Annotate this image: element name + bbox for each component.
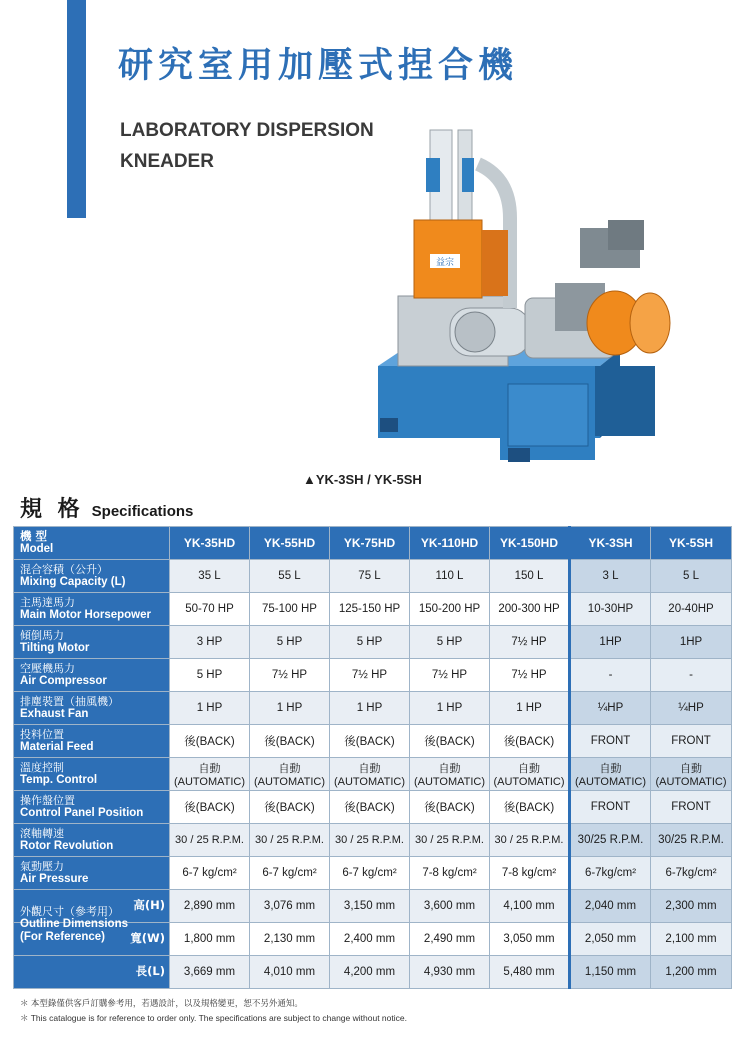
table-cell: 75-100 HP (250, 593, 330, 626)
footnote-en: ＊ This catalogue is for reference to order only. The specifications are subject to change without notice. (20, 1013, 407, 1023)
table-cell: - (651, 659, 732, 692)
row-label-cn: 空壓機馬力 (20, 662, 75, 675)
row-label (14, 824, 170, 857)
dims-sub-label: 長(L) (135, 964, 165, 978)
table-row (14, 692, 732, 725)
table-cell: 5 L (651, 560, 732, 593)
table-cell: 2,100 mm (651, 923, 732, 956)
row-label-en: Tilting Motor (20, 642, 90, 654)
table-cell: 5 HP (410, 626, 490, 659)
table-cell: 55 L (250, 560, 330, 593)
dims-label-note: (For Reference) (20, 931, 105, 943)
table-cell: FRONT (651, 791, 732, 824)
row-label-en: Material Feed (20, 741, 94, 753)
table-cell: 7-8 kg/cm² (410, 857, 490, 890)
model-header: YK-3SH (570, 527, 651, 560)
row-label-cn: 混合容積（公升） (20, 563, 108, 576)
table-cell: 30/25 R.P.M. (651, 824, 732, 857)
table-cell: 35 L (170, 560, 250, 593)
table-cell: 1,200 mm (651, 956, 732, 989)
table-cell: 7½ HP (250, 659, 330, 692)
table-cell: 3,669 mm (170, 956, 250, 989)
row-label-cn: 主馬達馬力 (20, 596, 75, 609)
row-label-cn: 溫度控制 (20, 761, 64, 774)
table-cell: 後(BACK) (170, 725, 250, 758)
table-cell: 後(BACK) (490, 791, 570, 824)
table-cell: 自動 (AUTOMATIC) (250, 758, 330, 791)
row-label-cn: 滾軸轉速 (20, 827, 64, 840)
table-row (14, 560, 732, 593)
dims-sub-label: 高(H) (133, 898, 165, 912)
table-cell: 75 L (330, 560, 410, 593)
table-cell: 50-70 HP (170, 593, 250, 626)
nameplate-label: 益宗 (435, 258, 455, 268)
table-cell: 7½ HP (490, 626, 570, 659)
table-cell: 後(BACK) (410, 791, 490, 824)
table-cell: 4,200 mm (330, 956, 410, 989)
table-cell: 3,150 mm (330, 890, 410, 923)
table-cell: 2,300 mm (651, 890, 732, 923)
table-cell: 7½ HP (410, 659, 490, 692)
table-row (14, 923, 732, 956)
table-cell: 20-40HP (651, 593, 732, 626)
table-cell: 150 L (490, 560, 570, 593)
row-label (14, 593, 170, 626)
table-cell: 後(BACK) (330, 791, 410, 824)
model-label-en: Model (20, 543, 54, 555)
table-cell: 5 HP (250, 626, 330, 659)
model-header: YK-75HD (330, 527, 410, 560)
table-cell: 自動 (AUTOMATIC) (570, 758, 651, 791)
spec-heading-cn: 規 格 (20, 497, 84, 522)
table-cell: 1 HP (250, 692, 330, 725)
page-title-en (120, 115, 374, 177)
table-cell: 1,150 mm (570, 956, 651, 989)
table-row (14, 758, 732, 791)
spec-heading (20, 492, 193, 523)
table-cell: 7½ HP (490, 659, 570, 692)
table-cell: ¼HP (570, 692, 651, 725)
page-title-cn: 研究室用加壓式捏合機 (118, 46, 519, 86)
table-row (14, 857, 732, 890)
table-cell: 5,480 mm (490, 956, 570, 989)
row-label-en: Mixing Capacity (L) (20, 576, 126, 588)
table-cell: 3,076 mm (250, 890, 330, 923)
row-label-en: Control Panel Position (20, 807, 144, 819)
table-cell: 後(BACK) (330, 725, 410, 758)
table-cell: 1HP (651, 626, 732, 659)
dims-label (14, 956, 170, 989)
table-cell: 4,100 mm (490, 890, 570, 923)
model-header: YK-35HD (170, 527, 250, 560)
table-cell: 3,050 mm (490, 923, 570, 956)
row-label-cn: 傾倒馬力 (20, 629, 64, 642)
table-cell: 1 HP (410, 692, 490, 725)
table-cell: 30/25 R.P.M. (570, 824, 651, 857)
table-cell: 後(BACK) (250, 725, 330, 758)
table-cell: 7-8 kg/cm² (490, 857, 570, 890)
table-cell: 4,010 mm (250, 956, 330, 989)
model-label-cell (14, 527, 170, 560)
table-cell: 後(BACK) (490, 725, 570, 758)
table-cell: 1 HP (170, 692, 250, 725)
row-label-en: Exhaust Fan (20, 708, 89, 720)
title-en-line1: LABORATORY DISPERSION (120, 120, 374, 141)
table-cell: 2,400 mm (330, 923, 410, 956)
model-header: YK-55HD (250, 527, 330, 560)
accent-bar (67, 0, 86, 218)
table-row (14, 956, 732, 989)
row-label (14, 791, 170, 824)
table-cell: 2,040 mm (570, 890, 651, 923)
table-cell: 10-30HP (570, 593, 651, 626)
table-header-row (14, 527, 732, 560)
table-cell: 2,050 mm (570, 923, 651, 956)
table-row (14, 593, 732, 626)
title-en-line2: KNEADER (120, 151, 214, 172)
footnotes (20, 996, 407, 1026)
row-label (14, 692, 170, 725)
row-label (14, 725, 170, 758)
table-row (14, 626, 732, 659)
row-label-en: Air Compressor (20, 675, 107, 687)
table-cell: 30 / 25 R.P.M. (330, 824, 410, 857)
table-cell: 30 / 25 R.P.M. (250, 824, 330, 857)
table-cell: 後(BACK) (250, 791, 330, 824)
table-row (14, 791, 732, 824)
table-cell: 4,930 mm (410, 956, 490, 989)
table-cell: 後(BACK) (410, 725, 490, 758)
table-cell: 自動 (AUTOMATIC) (651, 758, 732, 791)
table-cell: FRONT (570, 725, 651, 758)
row-label-cn: 氣動壓力 (20, 860, 64, 873)
table-cell: 6-7 kg/cm² (330, 857, 410, 890)
table-cell: 3 HP (170, 626, 250, 659)
dims-label-en: Outline Dimensions (20, 918, 128, 930)
table-cell: - (570, 659, 651, 692)
table-cell: 自動 (AUTOMATIC) (410, 758, 490, 791)
table-cell: 自動 (AUTOMATIC) (490, 758, 570, 791)
row-label (14, 659, 170, 692)
table-cell: 自動 (AUTOMATIC) (330, 758, 410, 791)
row-label-en: Temp. Control (20, 774, 98, 786)
table-cell: 3 L (570, 560, 651, 593)
table-row (14, 725, 732, 758)
table-cell: 30 / 25 R.P.M. (490, 824, 570, 857)
table-cell: 5 HP (330, 626, 410, 659)
row-label-cn: 排塵裝置（抽風機） (20, 695, 119, 708)
table-cell: 2,130 mm (250, 923, 330, 956)
table-cell: 2,490 mm (410, 923, 490, 956)
model-header: YK-110HD (410, 527, 490, 560)
spec-heading-en: Specifications (91, 503, 194, 520)
table-cell: 30 / 25 R.P.M. (410, 824, 490, 857)
table-cell: FRONT (570, 791, 651, 824)
table-cell: 125-150 HP (330, 593, 410, 626)
row-label (14, 758, 170, 791)
row-label-en: Rotor Revolution (20, 840, 114, 852)
table-cell: 6-7 kg/cm² (170, 857, 250, 890)
table-cell: 3,600 mm (410, 890, 490, 923)
spec-table (13, 526, 732, 989)
row-label (14, 857, 170, 890)
table-cell: 後(BACK) (170, 791, 250, 824)
dims-label-cn: 外觀尺寸（參考用） (20, 905, 119, 918)
table-cell: 1HP (570, 626, 651, 659)
row-label-cn: 投料位置 (20, 728, 64, 741)
model-header: YK-5SH (651, 527, 732, 560)
model-header: YK-150HD (490, 527, 570, 560)
model-label-cn: 機 型 (20, 529, 48, 543)
table-cell: 1 HP (330, 692, 410, 725)
table-row (14, 659, 732, 692)
dims-sub-label: 寬(W) (130, 931, 165, 945)
table-cell: 2,890 mm (170, 890, 250, 923)
table-cell: 1 HP (490, 692, 570, 725)
figure-caption: ▲YK-3SH / YK-5SH (303, 472, 422, 487)
table-cell: 1,800 mm (170, 923, 250, 956)
footnote-cn: ＊ 本型錄僅供客戶訂購參考用，若遇設計，以及規格變更，恕不另外通知。 (20, 998, 303, 1008)
row-label-en: Main Motor Horsepower (20, 609, 151, 621)
table-cell: 110 L (410, 560, 490, 593)
table-cell: ¼HP (651, 692, 732, 725)
row-label-cn: 操作盤位置 (20, 794, 75, 807)
row-label (14, 626, 170, 659)
table-cell: 自動 (AUTOMATIC) (170, 758, 250, 791)
table-row (14, 824, 732, 857)
table-cell: 6-7kg/cm² (570, 857, 651, 890)
table-cell: 7½ HP (330, 659, 410, 692)
table-cell: 6-7 kg/cm² (250, 857, 330, 890)
table-cell: 150-200 HP (410, 593, 490, 626)
table-cell: FRONT (651, 725, 732, 758)
row-label-en: Air Pressure (20, 873, 89, 885)
table-cell: 6-7kg/cm² (651, 857, 732, 890)
row-label (14, 560, 170, 593)
table-cell: 30 / 25 R.P.M. (170, 824, 250, 857)
table-cell: 200-300 HP (490, 593, 570, 626)
table-cell: 5 HP (170, 659, 250, 692)
kneader-machine-illustration (350, 118, 680, 470)
